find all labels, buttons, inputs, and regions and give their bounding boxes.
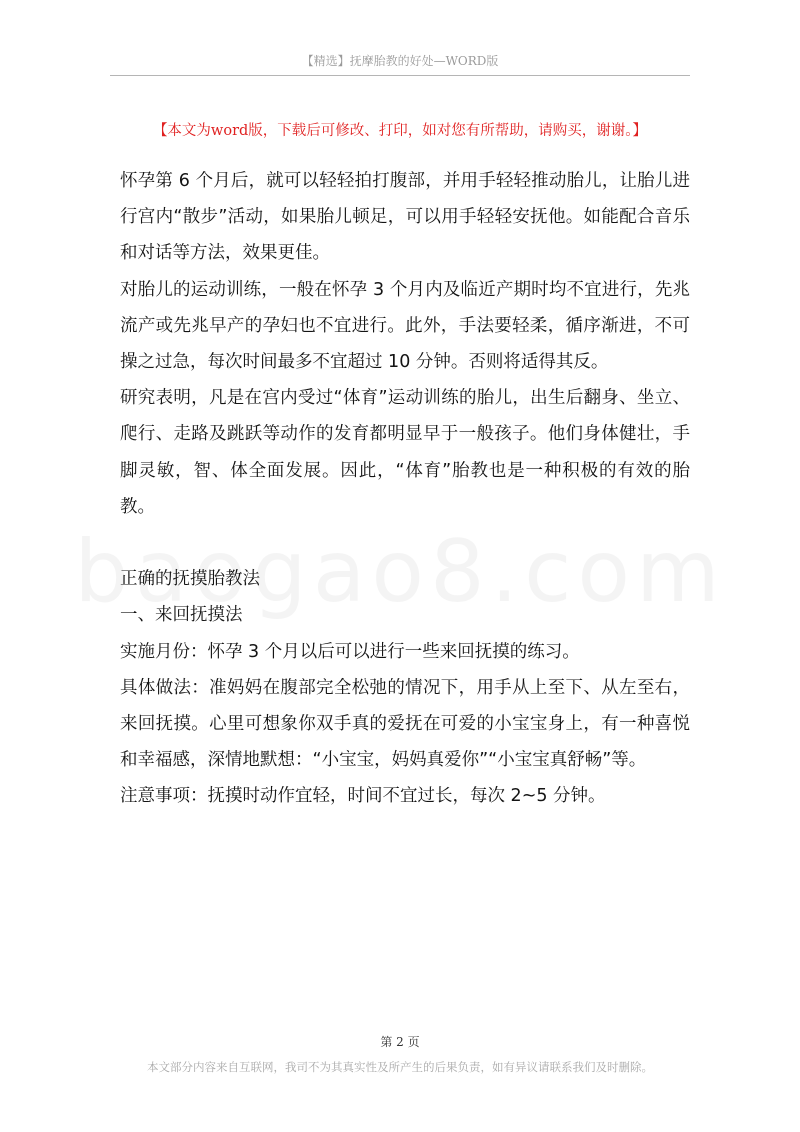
paragraph-precautions: 注意事项：抚摸时动作宜轻，时间不宜过长，每次 2~5 分钟。 — [120, 786, 606, 807]
paragraph-research-findings: 研究表明，凡是在宫内受过“体育”运动训练的胎儿，出生后翻身、坐立、爬行、走路及跳跃等动作的发育都明显早于一般孩子。他们身体健壮，手脚灵敏，智、体全面发展。因此，“体育”胎教也是一种积极的有效的胎教。 — [120, 388, 690, 517]
page-number: 第 2 页 — [380, 1035, 420, 1049]
download-notice: 【本文为word版，下载后可修改、打印，如对您有所帮助，请购买，谢谢。】 — [152, 123, 648, 139]
page-header-title: 【精选】抚摩胎教的好处—WORD版 — [301, 54, 499, 68]
paragraph-method: 具体做法：准妈妈在腹部完全松弛的情况下，用手从上至下、从左至右，来回抚摸。心里可想象你双手真的爱抚在可爱的小宝宝身上，有一种喜悦和幸福感，深情地默想：“小宝宝，妈妈真爱你”“小宝宝真舒畅”等。 — [120, 677, 690, 771]
paragraph-training-caution: 对胎儿的运动训练，一般在怀孕 3 个月内及临近产期时均不宜进行，先兆流产或先兆早产的孕妇也不宜进行。此外，手法要轻柔，循序渐进，不可操之过急，每次时间最多不宜超过 10 分钟。否则将适得其反。 — [120, 279, 690, 373]
paragraph-timing: 实施月份：怀孕 3 个月以后可以进行一些来回抚摸的练习。 — [120, 641, 580, 662]
paragraph-fetal-walk: 怀孕第 6 个月后，就可以轻轻拍打腹部，并用手轻轻推动胎儿，让胎儿进行宫内“散步”活动，如果胎儿顿足，可以用手轻轻安抚他。如能配合音乐和对话等方法，效果更佳。 — [120, 171, 690, 264]
header-divider — [110, 75, 690, 76]
blank-line — [120, 525, 690, 561]
section-heading: 正确的抚摸胎教法 — [120, 569, 260, 590]
document-body — [120, 163, 690, 815]
footer-disclaimer: 本文部分内容来自互联网，我司不为其真实性及所产生的后果负责，如有异议请联系我们及时删除。 — [147, 1060, 653, 1074]
subsection-heading: 一、来回抚摸法 — [120, 605, 243, 626]
